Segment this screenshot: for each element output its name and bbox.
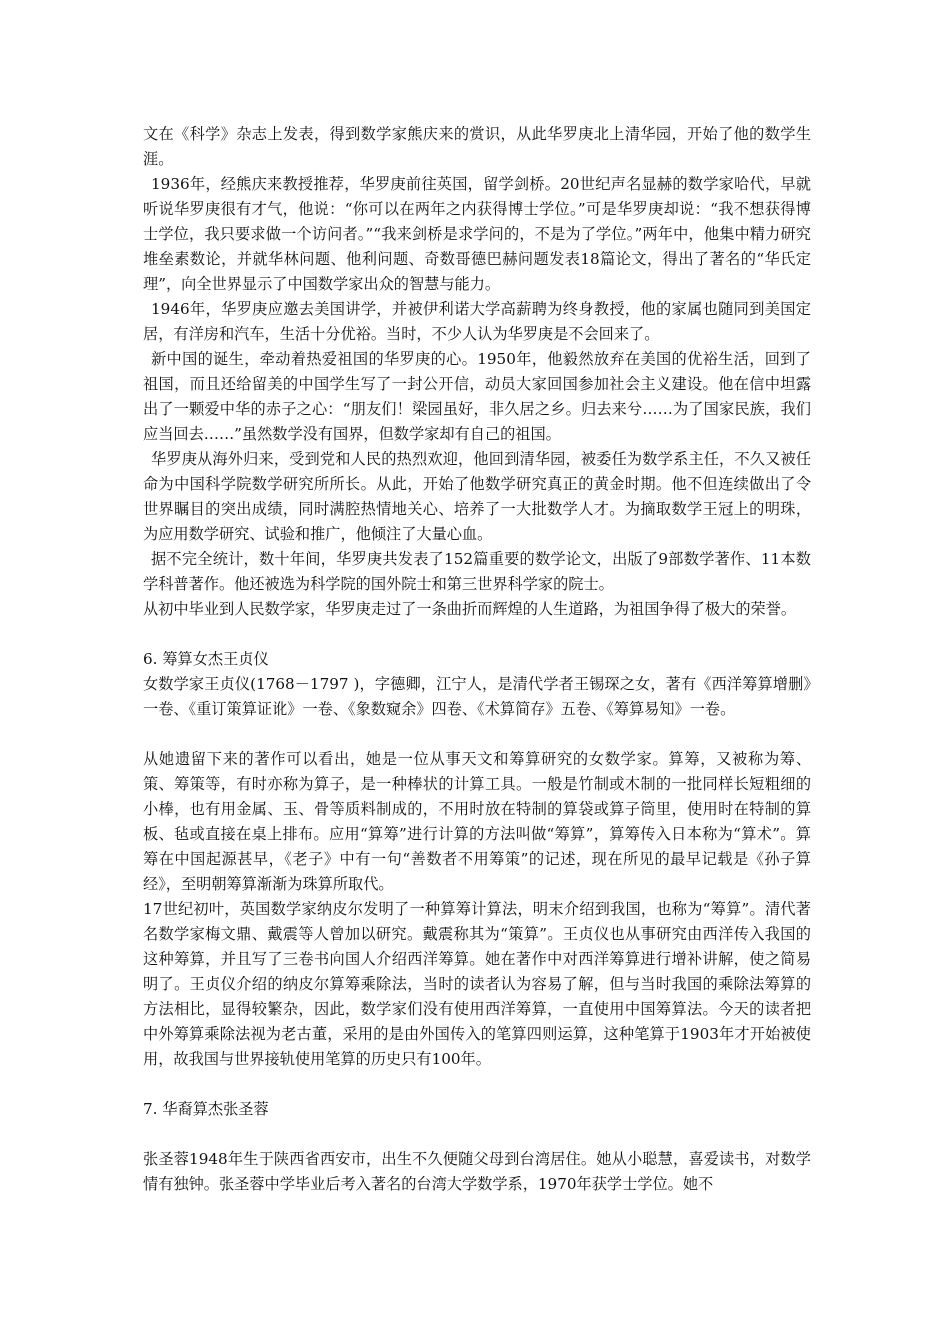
spacer: [143, 1072, 811, 1097]
section-heading: 7. 华裔算杰张圣蓉: [143, 1100, 269, 1118]
paragraph: 17世纪初叶，英国数学家纳皮尔发明了一种算筹计算法，明末介绍到我国，也称为“筹算”。清代著名数学家梅文鼎、戴震等人曾加以研究。戴震称其为“策算”。王贞仪也从事研究由西洋传入我国的这种筹算，并且写了三卷书向国人介绍西洋筹算。她在著作中对西洋筹算进行增补讲解，使之简易明了。王贞仪介绍的纳皮尔算筹乘除法，当时的读者认为容易了解，但与当时我国的乘除法筹算的方法相比，显得较繁杂，因此，数学家们没有使用西洋筹算，一直使用中国筹算法。今天的读者把中外筹算乘除法视为老古董，采用的是由外国传入的笔算四则运算，这种笔算于1903年才开始被使用，故我国与世界接轨使用笔算的历史只有100年。: [143, 900, 811, 1068]
spacer: [143, 722, 811, 747]
paragraph: 新中国的诞生，牵动着热爱祖国的华罗庚的心。1950年，他毅然放弃在美国的优裕生活，回到了祖国，而且还给留美的中国学生写了一封公开信，动员大家回国参加社会主义建设。他在信中坦露出了一颗爱中华的赤子之心：“朋友们！梁园虽好，非久居之乡。归去来兮……为了国家民族，我们应当回去……”虽然数学没有国界，但数学家却有自己的祖国。: [143, 350, 811, 443]
paragraph: 1946年，华罗庚应邀去美国讲学，并被伊利诺大学高薪聘为终身教授，他的家属也随同到美国定居，有洋房和汽车，生活十分优裕。当时，不少人认为华罗庚是不会回来了。: [143, 300, 811, 343]
paragraph: 文在《科学》杂志上发表，得到数学家熊庆来的赏识，从此华罗庚北上清华园，开始了他的数学生涯。: [143, 125, 811, 168]
paragraph: 从初中毕业到人民数学家，华罗庚走过了一条曲折而辉煌的人生道路，为祖国争得了极大的荣誉。: [143, 600, 797, 618]
paragraph: 1936年，经熊庆来教授推荐，华罗庚前往英国，留学剑桥。20世纪声名显赫的数学家哈代，早就听说华罗庚很有才气，他说：“你可以在两年之内获得博士学位。”可是华罗庚却说：“我不想获得博士学位，我只要求做一个访问者。”“我来剑桥是求学问的，不是为了学位。”两年中，他集中精力研究堆垒素数论，并就华林问题、他利问题、奇数哥德巴赫问题发表18篇论文，得出了著名的“华氏定理”，向全世界显示了中国数学家出众的智慧与能力。: [143, 175, 811, 293]
document-page: [143, 122, 811, 1197]
paragraph: 华罗庚从海外归来，受到党和人民的热烈欢迎，他回到清华园，被委任为数学系主任，不久又被任命为中国科学院数学研究所所长。从此，开始了他数学研究真正的黄金时期。他不但连续做出了令世界瞩目的突出成绩，同时满腔热情地关心、培养了一大批数学人才。为摘取数学王冠上的明珠，为应用数学研究、试验和推广，他倾注了大量心血。: [143, 450, 811, 543]
paragraph: 据不完全统计，数十年间，华罗庚共发表了152篇重要的数学论文，出版了9部数学著作、11本数学科普著作。他还被选为科学院的国外院士和第三世界科学家的院士。: [143, 550, 811, 593]
paragraph: 从她遗留下来的著作可以看出，她是一位从事天文和筹算研究的女数学家。算筹，又被称为筹、策、筹策等，有时亦称为算子，是一种棒状的计算工具。一般是竹制或木制的一批同样长短粗细的小棒，也有用金属、玉、骨等质料制成的，不用时放在特制的算袋或算子筒里，使用时在特制的算板、毡或直接在桌上排布。应用“算筹”进行计算的方法叫做“筹算”，算筹传入日本称为“算术”。算筹在中国起源甚早，《老子》中有一句“善数者不用筹策”的记述，现在所见的最早记载是《孙子算经》，至明朝筹算渐渐为珠算所取代。: [143, 750, 811, 893]
paragraph: 女数学家王贞仪(1768－1797 )，字德卿，江宁人，是清代学者王锡琛之女，著有《西洋筹算增删》一卷、《重订策算证讹》一卷、《象数窥余》四卷、《术算简存》五卷、《筹算易知》一卷。: [143, 675, 811, 718]
section-heading: 6. 筹算女杰王贞仪: [143, 650, 269, 668]
spacer: [143, 1122, 811, 1147]
paragraph: 张圣蓉1948年生于陕西省西安市，出生不久便随父母到台湾居住。她从小聪慧，喜爱读书，对数学情有独钟。张圣蓉中学毕业后考入著名的台湾大学数学系，1970年获学士学位。她不: [143, 1150, 811, 1193]
spacer: [143, 622, 811, 647]
